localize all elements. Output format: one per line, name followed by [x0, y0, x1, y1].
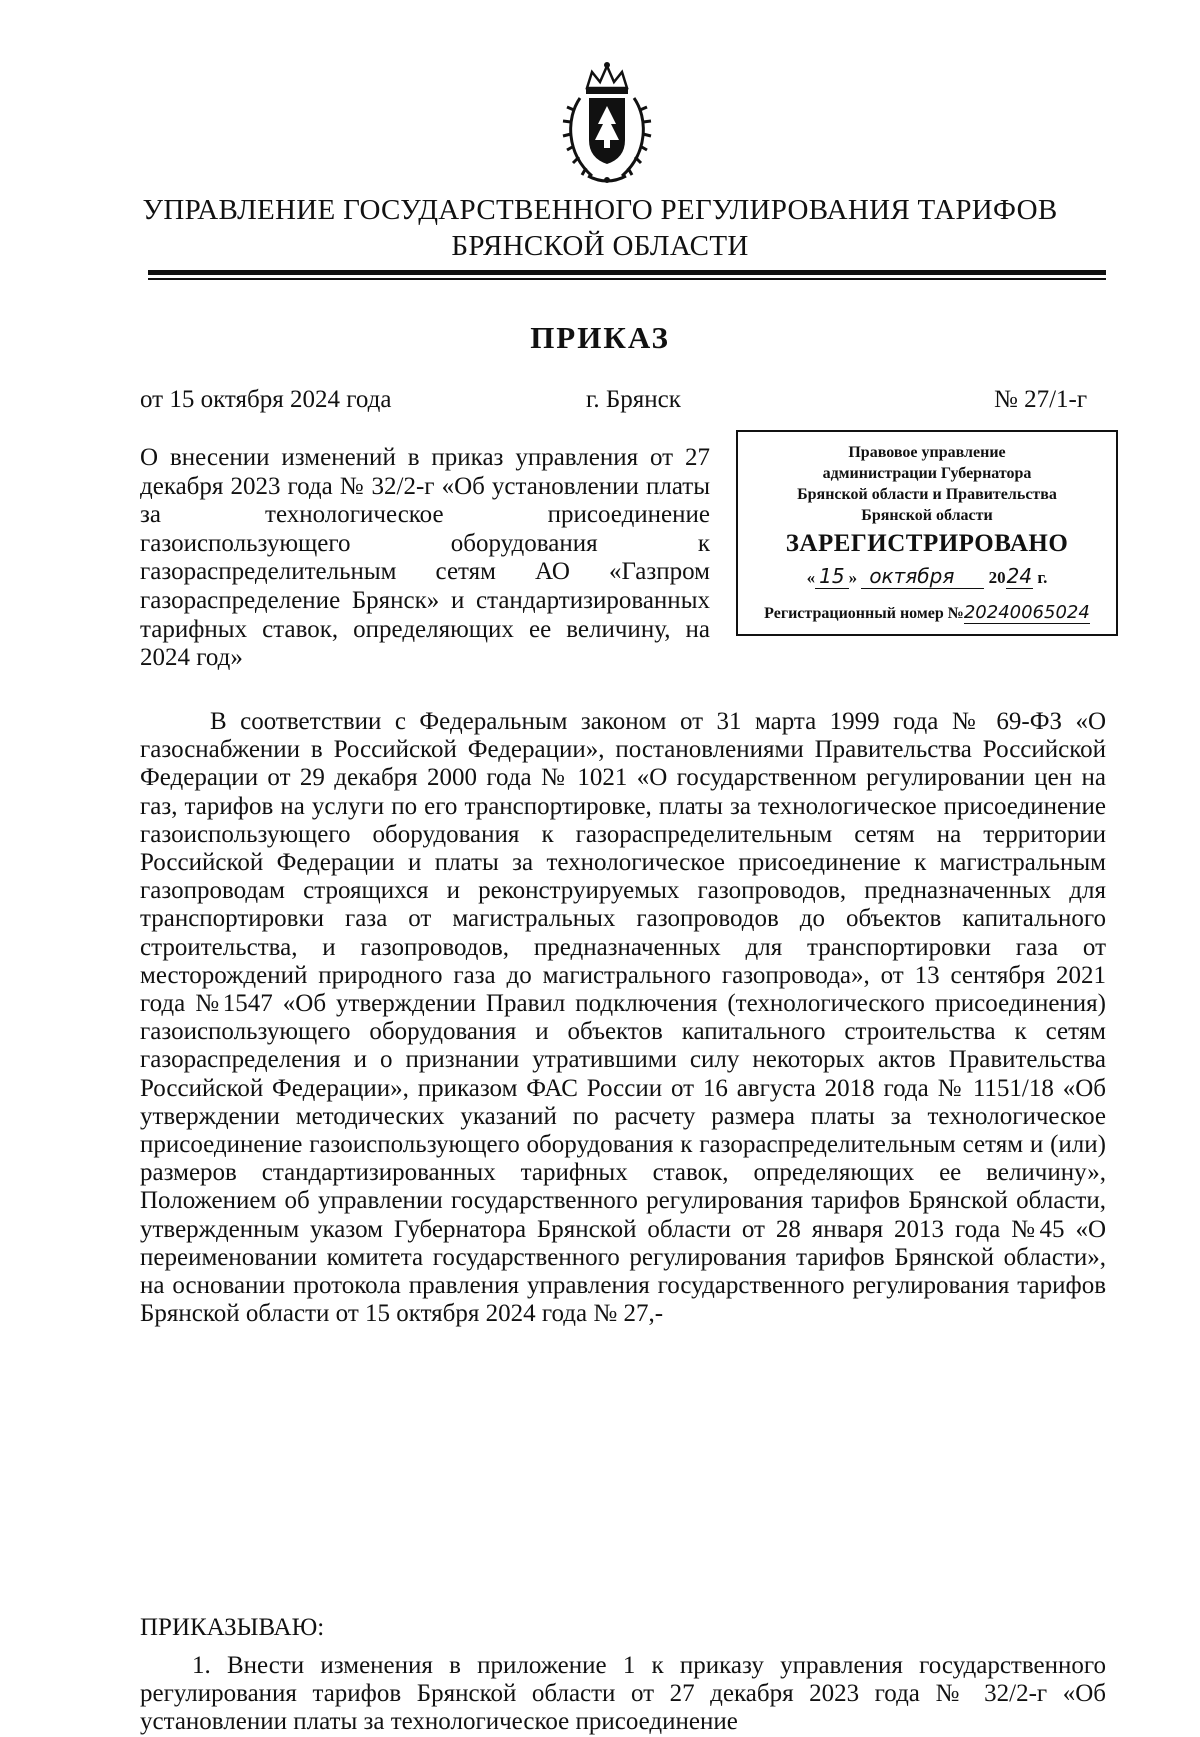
stamp-reg-number: 20240065024 [963, 602, 1090, 623]
organization-line-1: УПРАВЛЕНИЕ ГОСУДАРСТВЕННОГО РЕГУЛИРОВАНИЯ ТАРИФОВ [142, 194, 1058, 226]
stamp-line-4: Брянской области [861, 507, 993, 524]
stamp-date [738, 564, 1116, 588]
document-city: г. Брянск [586, 386, 681, 413]
stamp-line-1: Правовое управление [848, 444, 1006, 461]
stamp-reg-label: Регистрационный номер № [764, 605, 964, 622]
organization-line-2: БРЯНСКОЙ ОБЛАСТИ [451, 230, 749, 262]
header-divider-thick [148, 270, 1106, 275]
stamp-year-unit: г. [1037, 568, 1048, 587]
stamp-registered: ЗАРЕГИСТРИРОВАНО [785, 530, 1069, 557]
document-date: от 15 октября 2024 года [140, 386, 392, 413]
header-divider-thin [148, 278, 1106, 280]
stamp-day: 15 [815, 564, 848, 589]
document-title: ПРИКАЗ [530, 320, 670, 355]
stamp-year-suffix: 24 [1006, 564, 1033, 588]
document-number: № 27/1-г [994, 386, 1088, 413]
document-subject: О внесении изменений в приказ управления от 27 декабря 2023 года № 32/2-г «Об установлении платы за технологическое присоединение газоиспользующего оборудования к газораспределительным сетям АО «Газпром газораспределение Брянск» и стандартизированных тарифных ставок, определяющих ее величину, на 2024 год» [140, 444, 710, 672]
stamp-month: октября [861, 564, 984, 589]
order-item-1: 1. Внести изменения в приложение 1 к приказу управления государственного регулирования тарифов Брянской области от 27 декабря 2023 года № 32/2-г «Об установлении платы за технологическое присоединение [140, 1652, 1106, 1736]
stamp-year-prefix: 20 [988, 568, 1006, 587]
preamble-paragraph: В соответствии с Федеральным законом от 31 марта 1999 года № 69-ФЗ «О газоснабжении в Российской Федерации», постановлениями Правительства Российской Федерации от 29 декабря 2000 года № 1021 «О государственном регулировании цен на газ, тарифов на услуги по его транспортировке, платы за технологическое присоединение газоиспользующего оборудования к газораспределительным сетям на территории Российской Федерации и платы за технологическое присоединение к магистральным газопроводам строящихся и реконструируемых газопроводов, предназначенных для транспортировки газа от магистральных газопроводов до объектов капитального строительства, и газопроводов, предназначенных для транспортировки газа от месторождений природного газа до магистрального газопровода», от 13 сентября 2021 года №1547 «Об утверждении Правил подключения (технологического присоединения) газоиспользующего оборудования и объектов капитального строительства к сетям газораспределения и о признании утратившими силу некоторых актов Правительства Российской Федерации», приказом ФАС России от 16 августа 2018 года № 1151/18 «Об утверждении методических указаний по расчету размера платы за технологическое присоединение газоиспользующего оборудования к газораспределительным сетям и (или) размеров стандартизированных тарифных ставок, определяющих ее величину», Положением об управлении государственного регулирования тарифов Брянской области, утвержденным указом Губернатора Брянской области от 28 января 2013 года №45 «О переименовании комитета государственного регулирования тарифов Брянской области», на основании протокола правления управления государственного регулирования тарифов Брянской области от 15 октября 2024 года № 27,- [140, 708, 1106, 1328]
stamp-quote-open: « [806, 568, 816, 587]
stamp-quote-close: » [848, 568, 858, 587]
order-word: ПРИКАЗЫВАЮ: [140, 1614, 325, 1641]
stamp-line-2: администрации Губернатора [822, 465, 1032, 482]
registration-stamp [736, 430, 1118, 636]
stamp-registration-number [738, 602, 1116, 623]
stamp-line-3: Брянской области и Правительства [797, 486, 1057, 503]
bryansk-coat-of-arms-icon [562, 58, 652, 190]
organization-name [0, 192, 1200, 264]
